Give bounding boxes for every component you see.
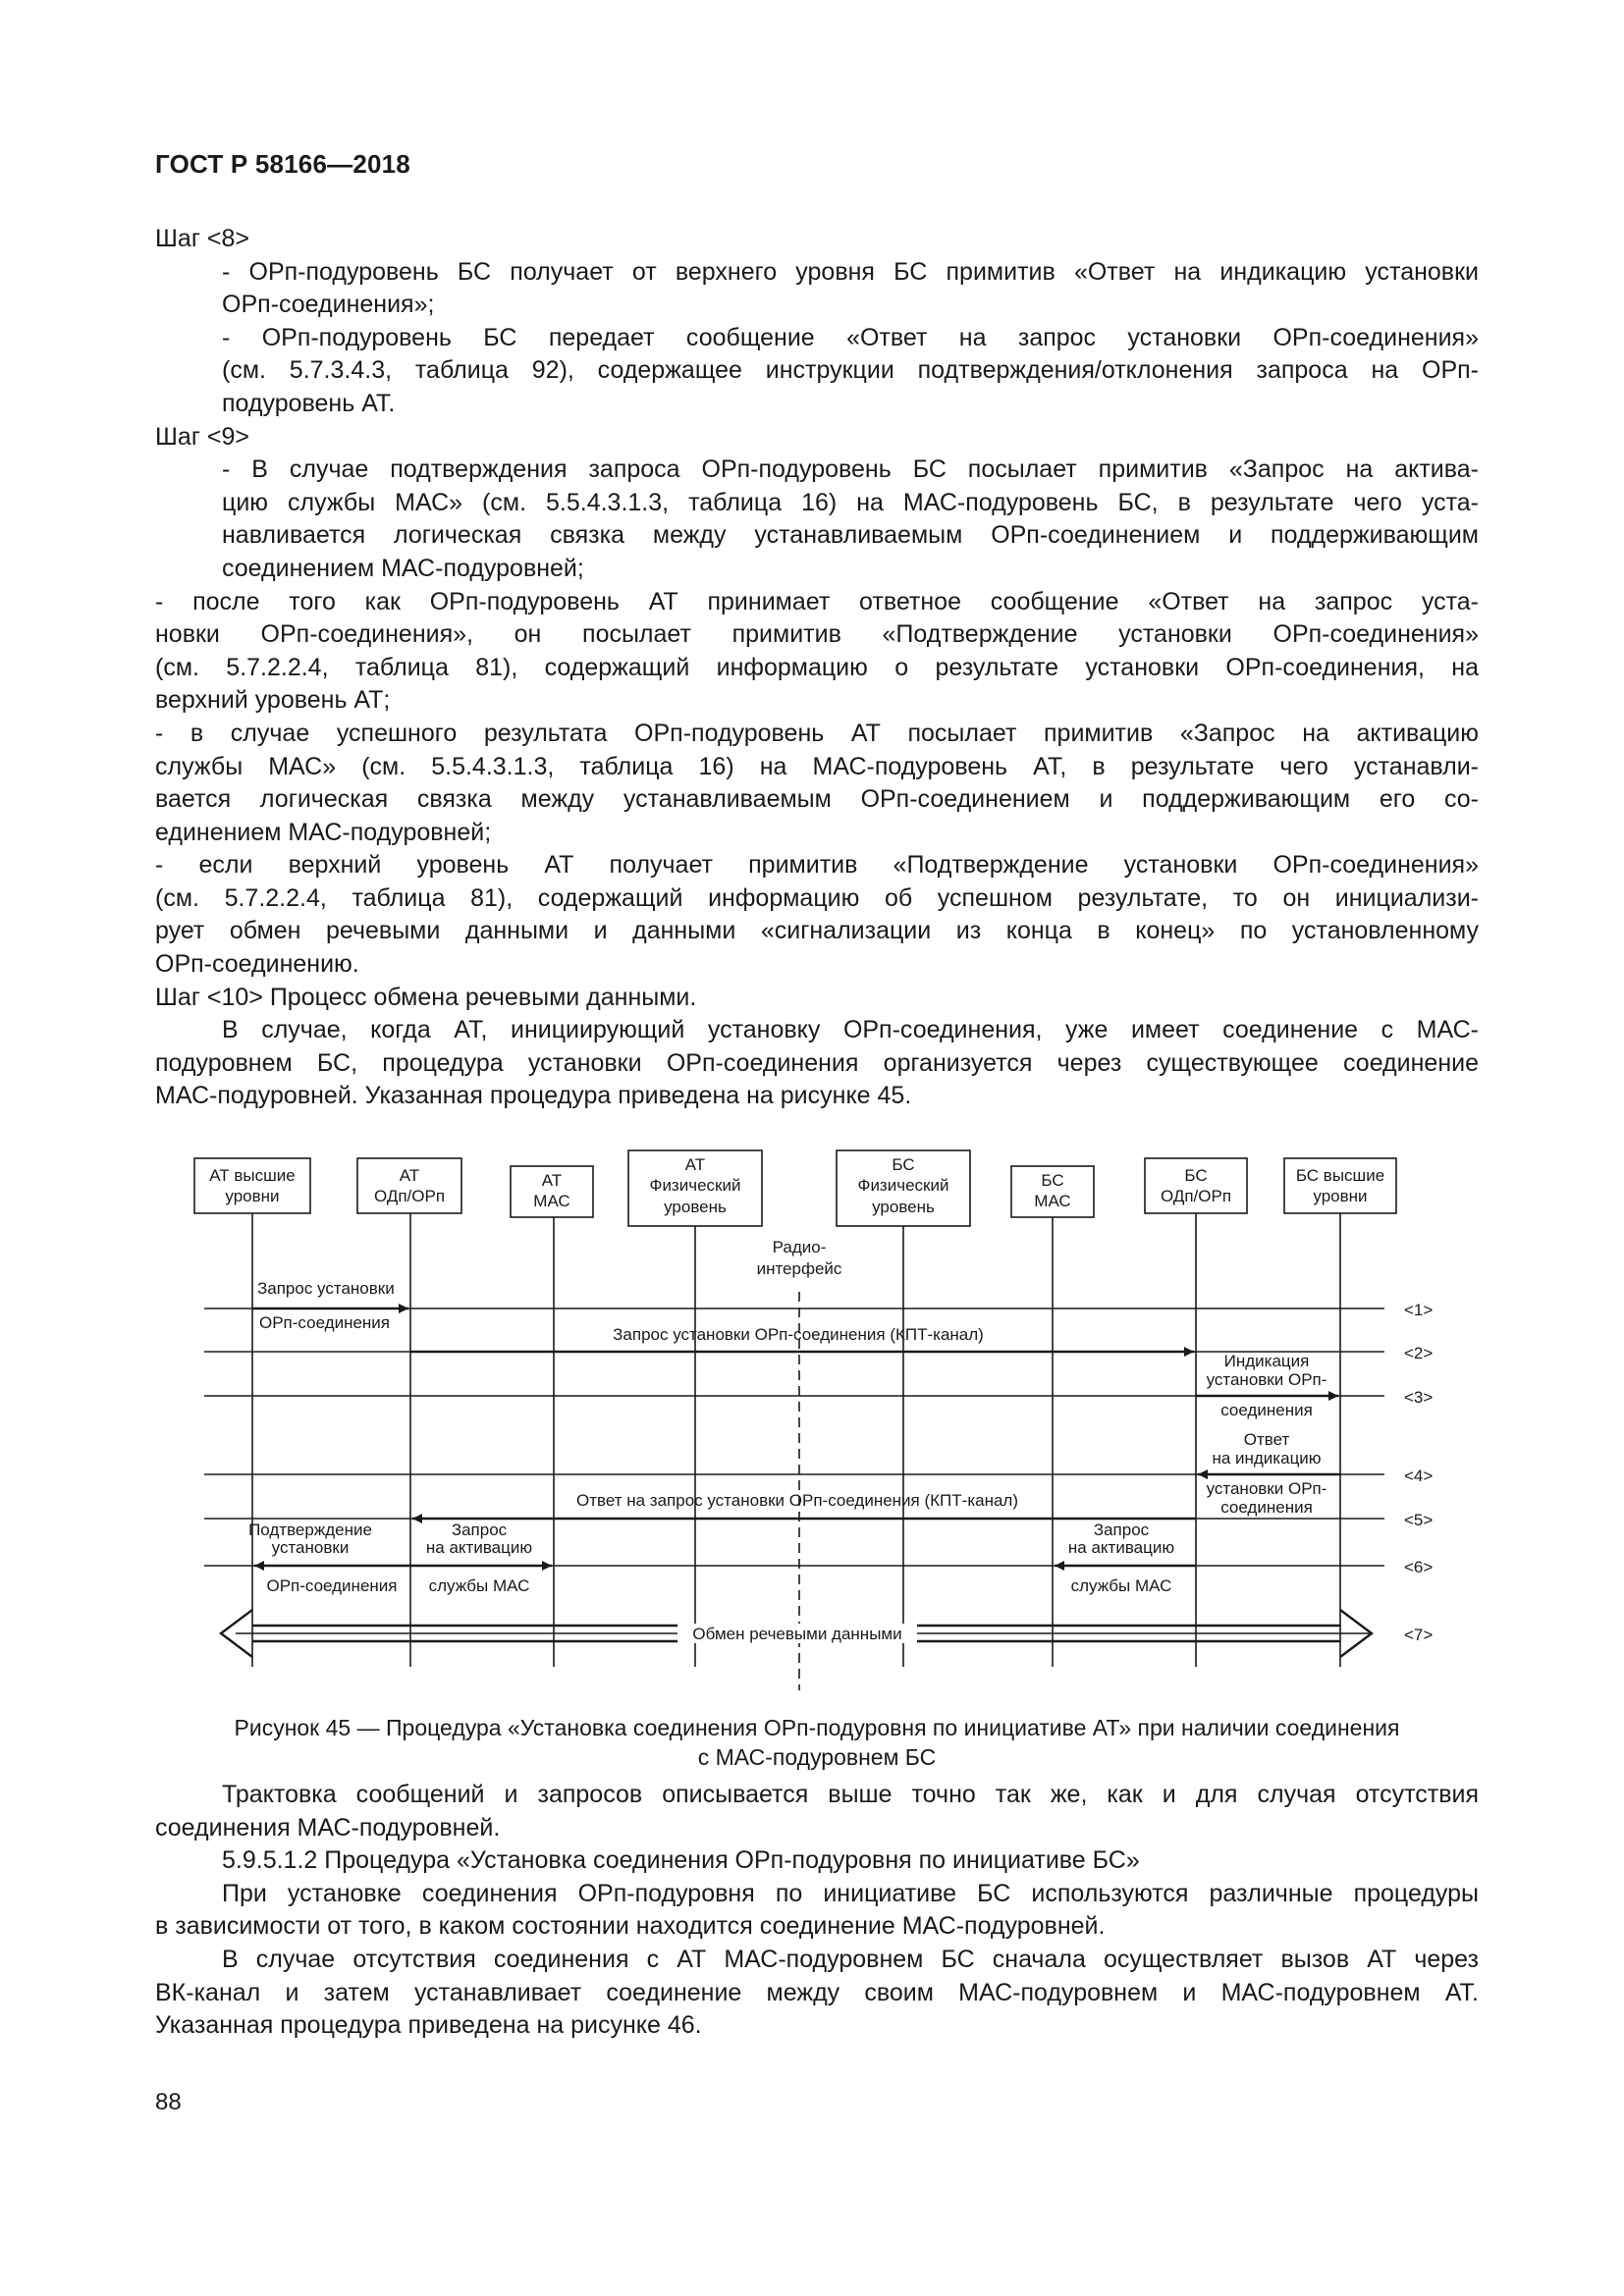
step-number: <4> xyxy=(1404,1467,1434,1485)
text-line: Указанная процедура приведена на рисунке 46. xyxy=(155,2011,702,2040)
entity-label: ОДп/ОРп xyxy=(1160,1187,1232,1205)
text-line: В случае, когда АТ, инициирующий установку ОРп-соединения, уже имеет соединение с МАС- xyxy=(222,1016,1479,1044)
entity-label: уровни xyxy=(225,1187,280,1205)
msg-label-indication: соединения xyxy=(1220,1401,1313,1419)
text-line: цию службы МАС» (см. 5.5.4.3.1.3, таблица 16) на МАС-подуровень БС, в результате чего уста- xyxy=(222,488,1479,516)
text-line: соединением МАС-подуровней; xyxy=(222,554,584,582)
msg-label-indication: установки ОРп- xyxy=(1206,1370,1327,1389)
radio-interface-label: Радио- xyxy=(772,1238,827,1256)
msg-label-confirm: Подтверждение xyxy=(248,1521,372,1539)
text-line: ОРп-соединения»; xyxy=(222,291,435,319)
msg-label-activate-at: Запрос xyxy=(451,1521,508,1539)
text-line: ОРп-соединению. xyxy=(155,950,359,979)
entity-label: БС xyxy=(892,1155,915,1174)
text-line: - в случае успешного результата ОРп-подуровень АТ посылает примитив «Запрос на активацию xyxy=(155,719,1479,747)
step-number: <6> xyxy=(1404,1558,1434,1576)
section-heading: 5.9.5.1.2 Процедура «Установка соединения ОРп-подуровня по инициативе БС» xyxy=(222,1846,1140,1875)
msg-label-exchange: Обмен речевыми данными xyxy=(692,1625,902,1643)
entity-label: БС xyxy=(1184,1166,1208,1185)
entity-label: АТ xyxy=(684,1155,706,1174)
text-line: В случае отсутствия соединения с АТ МАС-подуровнем БС сначала осуществляет вызов АТ через xyxy=(222,1945,1479,1973)
step-number: <2> xyxy=(1404,1344,1434,1362)
entity-label: БС xyxy=(1041,1171,1064,1190)
step-number: <3> xyxy=(1404,1388,1434,1407)
msg-label-activate-at: на активацию xyxy=(425,1538,533,1557)
entity-label: уровни xyxy=(1313,1187,1368,1205)
text-line: подуровнем БС, процедура установки ОРп-соединения организуется через существующее соединение xyxy=(155,1048,1479,1077)
entity-label: уровень xyxy=(872,1198,935,1216)
msg-label-activate-bs: на активацию xyxy=(1067,1538,1175,1557)
page-number: 88 xyxy=(155,2089,182,2115)
text-line: (см. 5.7.2.2.4, таблица 81), содержащий информацию об успешном результате, то он инициализи- xyxy=(155,883,1479,912)
text-line: в зависимости от того, в каком состоянии находится соединение МАС-подуровней. xyxy=(155,1912,1106,1941)
entity-label: АТ высшие xyxy=(209,1166,296,1185)
text-line: МАС-подуровней. Указанная процедура приведена на рисунке 45. xyxy=(155,1082,912,1110)
entity-label: МАС xyxy=(533,1192,570,1210)
text-line: соединения МАС-подуровней. xyxy=(155,1813,501,1842)
msg-label-answer: на индикацию xyxy=(1212,1449,1322,1468)
text-block-bottom xyxy=(155,1779,1479,2043)
radio-interface-label: интерфейс xyxy=(756,1259,842,1278)
text-line: (см. 5.7.2.2.4, таблица 81), содержащий информацию о результате установки ОРп-соединения, на xyxy=(155,653,1479,681)
text-line: вается логическая связка между устанавливаемым ОРп-соединением и поддерживающим его со- xyxy=(155,785,1479,814)
entity-label: уровень xyxy=(664,1198,727,1216)
text-line: навливается логическая связка между устанавливаемым ОРп-соединением и поддерживающим xyxy=(222,521,1479,550)
text-line: новки ОРп-соединения», он посылает примитив «Подтверждение установки ОРп-соединения» xyxy=(155,620,1479,649)
text-line: подуровень АТ. xyxy=(222,389,396,417)
step-9-heading: Шаг <9> xyxy=(155,422,249,451)
entity-label: МАС xyxy=(1034,1192,1071,1210)
text-line: При установке соединения ОРп-подуровня по инициативе БС используются различные процедуры xyxy=(222,1879,1479,1907)
text-line: (см. 5.7.3.4.3, таблица 92), содержащее инструкции подтверждения/отклонения запроса на ОРп- xyxy=(222,356,1479,385)
msg-label-req-setup: ОРп-соединения xyxy=(259,1313,391,1332)
text-line: рует обмен речевыми данными и данными «сигнализации из конца в конец» по установленному xyxy=(155,917,1479,945)
msg-label-activate-at: службы МАС xyxy=(428,1576,530,1595)
text-line: - ОРп-подуровень БС получает от верхнего уровня БС примитив «Ответ на индикацию установки xyxy=(222,257,1479,286)
figure-caption xyxy=(155,1713,1479,1772)
standard-header: ГОСТ Р 58166—2018 xyxy=(155,149,410,179)
msg-label-activate-bs: Запрос xyxy=(1093,1521,1150,1539)
msg-label-answer: соединения xyxy=(1220,1498,1313,1517)
entity-label: Физический xyxy=(649,1176,741,1195)
text-line: - после того как ОРп-подуровень АТ принимает ответное сообщение «Ответ на запрос уста- xyxy=(155,587,1479,615)
text-line: верхний уровень АТ; xyxy=(155,686,391,715)
text-line: Трактовка сообщений и запросов описывается выше точно так же, как и для случая отсутствия xyxy=(222,1781,1479,1808)
step-8-heading: Шаг <8> xyxy=(155,225,249,252)
entity-label: БС высшие xyxy=(1295,1166,1385,1185)
msg-label-confirm: установки xyxy=(271,1538,350,1557)
msg-label-req-kpt: Запрос установки ОРп-соединения (КПТ-канал) xyxy=(613,1325,984,1344)
step-number: <5> xyxy=(1404,1511,1434,1529)
entity-label: Физический xyxy=(857,1176,949,1195)
msg-label-confirm: ОРп-соединения xyxy=(266,1576,398,1595)
msg-label-answer: установки ОРп- xyxy=(1206,1479,1327,1498)
step-number: <7> xyxy=(1404,1626,1434,1644)
msg-label-activate-bs: службы МАС xyxy=(1070,1576,1172,1595)
caption-line: Рисунок 45 — Процедура «Установка соединения ОРп-подуровня по инициативе АТ» при наличии соединения xyxy=(234,1715,1400,1740)
text-line: единением МАС-подуровней; xyxy=(155,818,492,846)
step-number: <1> xyxy=(1404,1301,1434,1319)
text-line: - если верхний уровень АТ получает примитив «Подтверждение установки ОРп-соединения» xyxy=(155,851,1479,880)
caption-line: с МАС-подуровнем БС xyxy=(697,1744,937,1770)
msg-label-req-setup: Запрос установки xyxy=(257,1279,395,1298)
msg-label-answer: Ответ xyxy=(1243,1430,1290,1449)
msg-label-indication: Индикация xyxy=(1223,1352,1310,1370)
entity-label: АТ xyxy=(541,1171,563,1190)
text-line: - ОРп-подуровень БС передает сообщение «Ответ на запрос установки ОРп-соединения» xyxy=(222,323,1479,351)
text-line: службы МАС» (см. 5.5.4.3.1.3, таблица 16) на МАС-подуровень АТ, в результате чего устанавли- xyxy=(155,752,1479,780)
entity-label: ОДп/ОРп xyxy=(373,1187,446,1205)
text-line: ВК-канал и затем устанавливает соединение между своим МАС-подуровнем и МАС-подуровнем АТ. xyxy=(155,1978,1479,2006)
msg-label-resp-kpt: Ответ на запрос установки ОРп-соединения (КПТ-канал) xyxy=(575,1491,1019,1510)
step-10-heading: Шаг <10> Процесс обмена речевыми данными. xyxy=(155,983,697,1011)
text-line: - В случае подтверждения запроса ОРп-подуровень БС посылает примитив «Запрос на актива- xyxy=(222,455,1479,484)
entity-label: АТ xyxy=(399,1166,420,1185)
